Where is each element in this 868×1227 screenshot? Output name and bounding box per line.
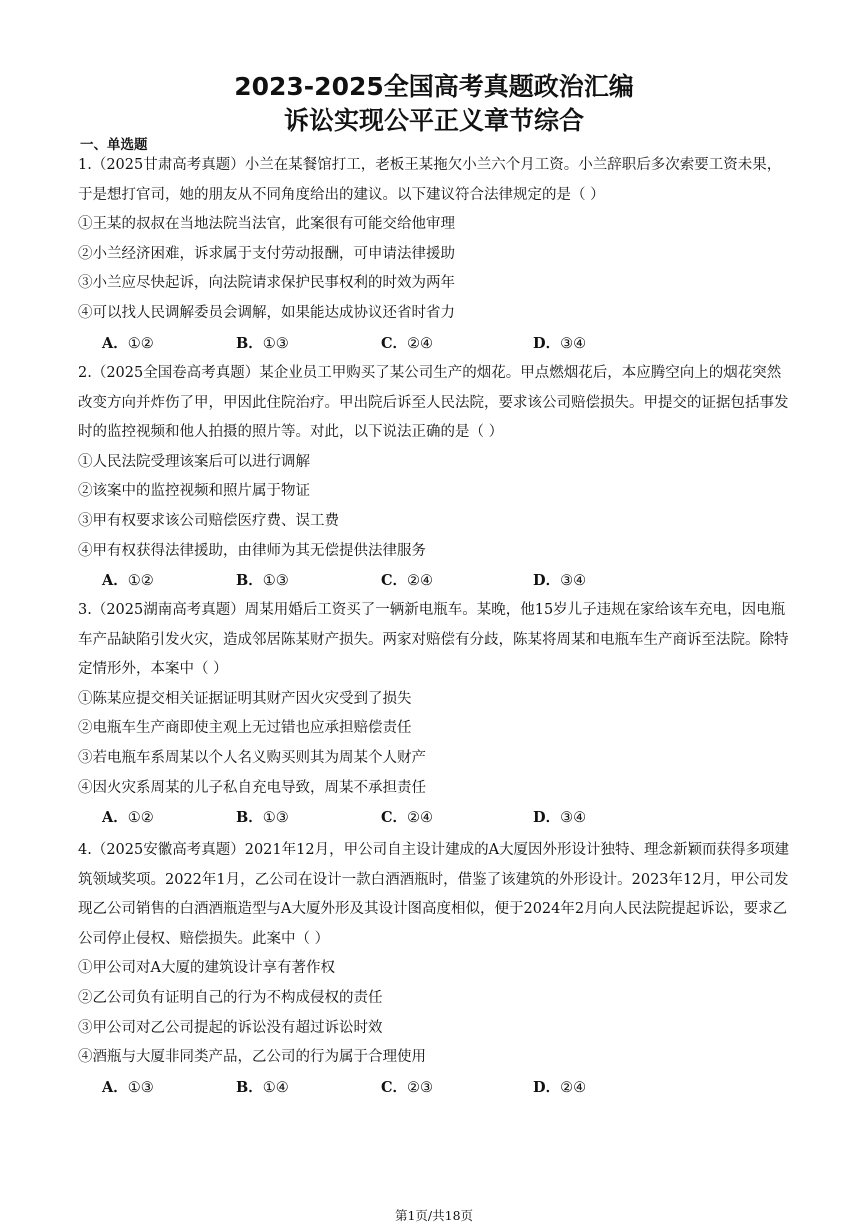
statement-2: ②该案中的监控视频和照片属于物证	[78, 483, 310, 500]
option-d	[533, 566, 586, 597]
option-letter: C．	[381, 334, 408, 352]
option-text: ①②	[127, 573, 154, 590]
option-d	[533, 803, 586, 834]
option-b	[236, 329, 289, 360]
option-letter: C．	[381, 1078, 408, 1096]
statement-4: ④可以找人民调解委员会调解，如果能达成协议还省时省力	[78, 304, 455, 321]
option-letter: D．	[533, 334, 561, 352]
option-text: ②④	[407, 810, 434, 827]
statement-1: ①人民法院受理该案后可以进行调解	[78, 453, 310, 470]
option-letter: A．	[102, 572, 128, 590]
option-letter: D．	[533, 572, 561, 590]
option-letter: C．	[381, 572, 408, 590]
option-letter: B．	[236, 572, 263, 590]
page-number-footer: 第1页/共18页	[394, 1208, 474, 1223]
option-b	[236, 1073, 289, 1104]
document-title-line-1: 2023-2025全国高考真题政治汇编	[234, 72, 634, 101]
question-4	[78, 836, 790, 1102]
option-c	[381, 566, 433, 597]
option-text: ①②	[127, 335, 154, 352]
option-a	[102, 566, 154, 597]
option-text: ①④	[262, 1079, 289, 1096]
option-a	[102, 329, 154, 360]
answer-options	[78, 566, 790, 596]
question-1	[78, 151, 790, 358]
statement-3: ③甲有权要求该公司赔偿医疗费、误工费	[78, 512, 339, 529]
option-text: ①③	[262, 810, 289, 827]
option-letter: A．	[102, 1078, 128, 1096]
option-letter: A．	[102, 809, 128, 827]
option-letter: D．	[533, 809, 561, 827]
option-text: ①③	[262, 335, 289, 352]
option-text: ②④	[560, 1079, 587, 1096]
statement-1: ①甲公司对A大厦的建筑设计享有著作权	[78, 960, 335, 977]
option-text: ②④	[407, 335, 434, 352]
option-text: ③④	[560, 335, 587, 352]
statement-1: ①王某的叔叔在当地法院当法官，此案很有可能交给他审理	[78, 216, 455, 233]
question-2	[78, 359, 790, 596]
option-text: ①②	[127, 810, 154, 827]
statement-4: ④因火灾系周某的儿子私自充电导致，周某不承担责任	[78, 779, 426, 796]
option-c	[381, 329, 433, 360]
question-stem: 2.（2025全国卷高考真题）某企业员工甲购买了某公司生产的烟花。甲点燃烟花后，本应腾空向上的烟花突然改变方向并炸伤了甲，甲因此住院治疗。甲出院后诉至人民法院，要求该公司赔偿损失。甲提交的证据包括事发时的监控视频和他人拍摄的照片等。对此，以下说法正确的是（ ）	[78, 365, 789, 441]
document-title-line-2: 诉讼实现公平正义章节综合	[283, 106, 584, 135]
statement-3: ③甲公司对乙公司提起的诉讼没有超过诉讼时效	[78, 1019, 383, 1036]
option-b	[236, 803, 289, 834]
option-text: ②④	[407, 573, 434, 590]
option-text: ①③	[262, 573, 289, 590]
option-letter: D．	[533, 1078, 561, 1096]
question-3	[78, 596, 790, 833]
option-text: ③④	[560, 573, 587, 590]
statement-4: ④酒瓶与大厦非同类产品，乙公司的行为属于合理使用	[78, 1049, 426, 1066]
statement-3: ③小兰应尽快起诉，向法院请求保护民事权利的时效为两年	[78, 275, 455, 292]
statement-4: ④甲有权获得法律援助，由律师为其无偿提供法律服务	[78, 542, 426, 559]
option-letter: B．	[236, 1078, 263, 1096]
question-stem: 1.（2025甘肃高考真题）小兰在某餐馆打工，老板王某拖欠小兰六个月工资。小兰辞职后多次索要工资未果，于是想打官司，她的朋友从不同角度给出的建议。以下建议符合法律规定的是（ ）	[78, 157, 782, 203]
option-letter: A．	[102, 334, 128, 352]
option-b	[236, 566, 289, 597]
question-stem: 4.（2025安徽高考真题）2021年12月，甲公司自主设计建成的A大厦因外形设计独特、理念新颖而获得多项建筑领域奖项。2022年1月，乙公司在设计一款白酒酒瓶时，借鉴了该建筑的外形设计。2023年12月，甲公司发现乙公司销售的白酒酒瓶造型与A大厦外形及其设计图高度相似，便于2024年2月向人民法院提起诉讼，要求乙公司停止侵权、赔偿损失。此案中（ ）	[78, 842, 790, 947]
option-c	[381, 1073, 433, 1104]
option-c	[381, 803, 433, 834]
answer-options	[78, 803, 790, 833]
option-d	[533, 1073, 586, 1104]
option-text: ②③	[407, 1079, 434, 1096]
section-heading: 一、单选题	[80, 137, 148, 153]
answer-options	[78, 1073, 790, 1103]
option-a	[102, 803, 154, 834]
statement-2: ②电瓶车生产商即使主观上无过错也应承担赔偿责任	[78, 720, 412, 737]
option-text: ①③	[127, 1079, 154, 1096]
statement-1: ①陈某应提交相关证据证明其财产因火灾受到了损失	[78, 690, 412, 707]
option-d	[533, 329, 586, 360]
statement-3: ③若电瓶车系周某以个人名义购买则其为周某个人财产	[78, 749, 426, 766]
answer-options	[78, 329, 790, 359]
option-letter: B．	[236, 334, 263, 352]
option-letter: B．	[236, 809, 263, 827]
option-letter: C．	[381, 809, 408, 827]
option-text: ③④	[560, 810, 587, 827]
question-stem: 3.（2025湖南高考真题）周某用婚后工资买了一辆新电瓶车。某晚，他15岁儿子违规在家给该车充电，因电瓶车产品缺陷引发火灾，造成邻居陈某财产损失。两家对赔偿有分歧，陈某将周某和电瓶车生产商诉至法院。除特定情形外，本案中（ ）	[78, 602, 789, 678]
statement-2: ②小兰经济困难，诉求属于支付劳动报酬，可申请法律援助	[78, 245, 455, 262]
statement-2: ②乙公司负有证明自己的行为不构成侵权的责任	[78, 989, 383, 1006]
option-a	[102, 1073, 154, 1104]
